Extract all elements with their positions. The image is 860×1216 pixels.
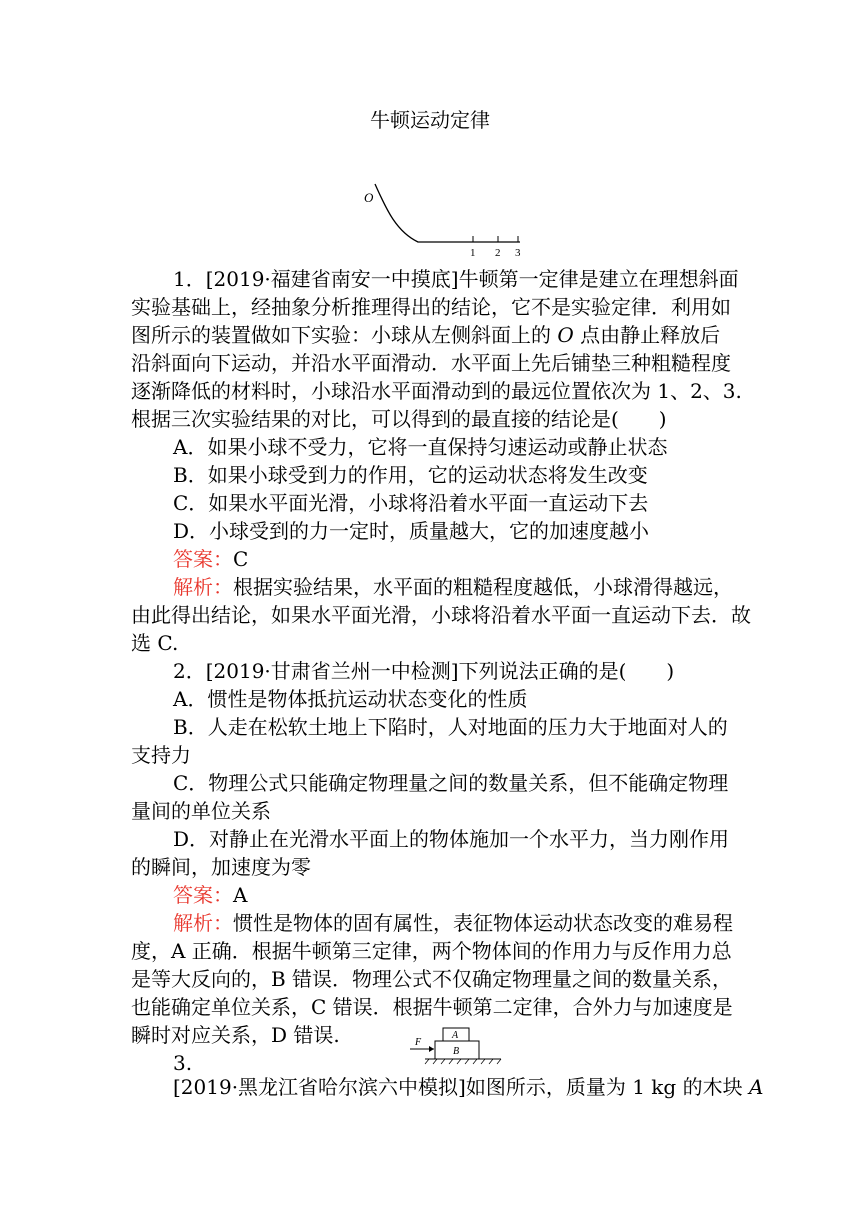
- q2-analysis-1: [173, 910, 733, 936]
- q1-line-3b: 点由静止释放后: [580, 323, 721, 347]
- q1-line-2: 实验基础上，经抽象分析推理得出的结论，它不是实验定律．利用如: [131, 295, 731, 319]
- q2-option-d: D．对静止在光滑水平面上的物体施加一个水平力，当力刚作用: [173, 827, 730, 851]
- q1-line-5: 逐渐降低的材料时，小球沿水平面滑动到的最远位置依次为 1、2、3.: [131, 379, 742, 403]
- block-b-label: B: [453, 1046, 460, 1057]
- blocks-figure: [405, 1022, 505, 1072]
- answer-label: 答案：: [173, 547, 233, 571]
- q2-analysis-4: 也能确定单位关系，C 错误．根据牛顿第二定律，合外力与加速度是: [131, 995, 733, 1019]
- q2-analysis-3: 是等大反向的，B 错误．物理公式不仅确定物理量之间的数量关系，: [131, 967, 733, 991]
- q3-stem-text: [2019·黑龙江省哈尔滨六中模拟]如图所示，质量为 1 kg 的木块: [173, 1075, 743, 1099]
- q2-analysis-5: 瞬时对应关系，D 错误.: [131, 1023, 340, 1047]
- q1-option-b: B．如果小球受到力的作用，它的运动状态将发生改变: [173, 463, 648, 487]
- q1-line-3a: 图所示的装置做如下实验：小球从左侧斜面上的: [131, 323, 551, 347]
- q1-option-a: A．如果小球不受力，它将一直保持匀速运动或静止状态: [173, 435, 668, 459]
- q2-option-b-cont: 支持力: [131, 743, 191, 767]
- block-a-label: A: [452, 1030, 459, 1041]
- mark-1: 1: [470, 247, 476, 259]
- q2-analysis-2: 度，A 正确．根据牛顿第三定律，两个物体间的作用力与反作用力总: [131, 939, 732, 963]
- q1-option-d: D．小球受到的力一定时，质量越大，它的加速度越小: [173, 519, 650, 543]
- incline-figure: [360, 176, 530, 260]
- page-title: 牛顿运动定律: [370, 108, 490, 132]
- q3-stem: [173, 1074, 763, 1100]
- mark-2: 2: [495, 247, 501, 259]
- analysis-text: 根据实验结果，水平面的粗糙程度越低，小球滑得越远，: [233, 575, 733, 599]
- analysis-label: 解析：: [173, 575, 233, 599]
- analysis-text: 惯性是物体的固有属性，表征物体运动状态改变的难易程: [233, 911, 733, 935]
- q2-option-c-cont: 量间的单位关系: [131, 799, 271, 823]
- q2-option-b: B．人走在松软土地上下陷时，人对地面的压力大于地面对人的: [173, 715, 728, 739]
- q3-stem-var: A: [748, 1075, 764, 1099]
- q2-option-c: C．物理公式只能确定物理量之间的数量关系，但不能确定物理: [173, 771, 729, 795]
- q2-option-a: A．惯性是物体抵抗运动状态变化的性质: [173, 687, 528, 711]
- answer-value: A: [233, 883, 248, 907]
- q1-line-3: [131, 322, 720, 348]
- answer-label: 答案：: [173, 883, 233, 907]
- q3-number: 3.: [173, 1051, 193, 1075]
- q2-stem: 2．[2019·甘肃省兰州一中检测]下列说法正确的是( ): [173, 659, 675, 683]
- q1-line-4: 沿斜面向下运动，并沿水平面滑动．水平面上先后铺垫三种粗糙程度: [131, 351, 731, 375]
- q2-answer: [173, 882, 247, 908]
- mark-3: 3: [515, 247, 521, 259]
- q1-answer: [173, 546, 248, 572]
- point-o-label: O: [364, 190, 374, 205]
- point-o-text: O: [557, 323, 574, 347]
- q1-option-c: C．如果水平面光滑，小球将沿着水平面一直运动下去: [173, 491, 649, 515]
- q1-analysis-2: 由此得出结论，如果水平面光滑，小球将沿着水平面一直运动下去．故: [131, 603, 751, 627]
- q1-analysis-3: 选 C.: [131, 631, 179, 655]
- q1-line-1: 1．[2019·福建省南安一中摸底]牛顿第一定律是建立在理想斜面: [173, 267, 739, 291]
- q1-analysis-1: [173, 574, 733, 600]
- analysis-label: 解析：: [173, 911, 233, 935]
- answer-value: C: [233, 547, 249, 571]
- q1-line-6: 根据三次实验结果的对比，可以得到的最直接的结论是( ): [131, 407, 667, 431]
- q2-option-d-cont: 的瞬间，加速度为零: [131, 855, 311, 879]
- force-label: F: [415, 1037, 422, 1048]
